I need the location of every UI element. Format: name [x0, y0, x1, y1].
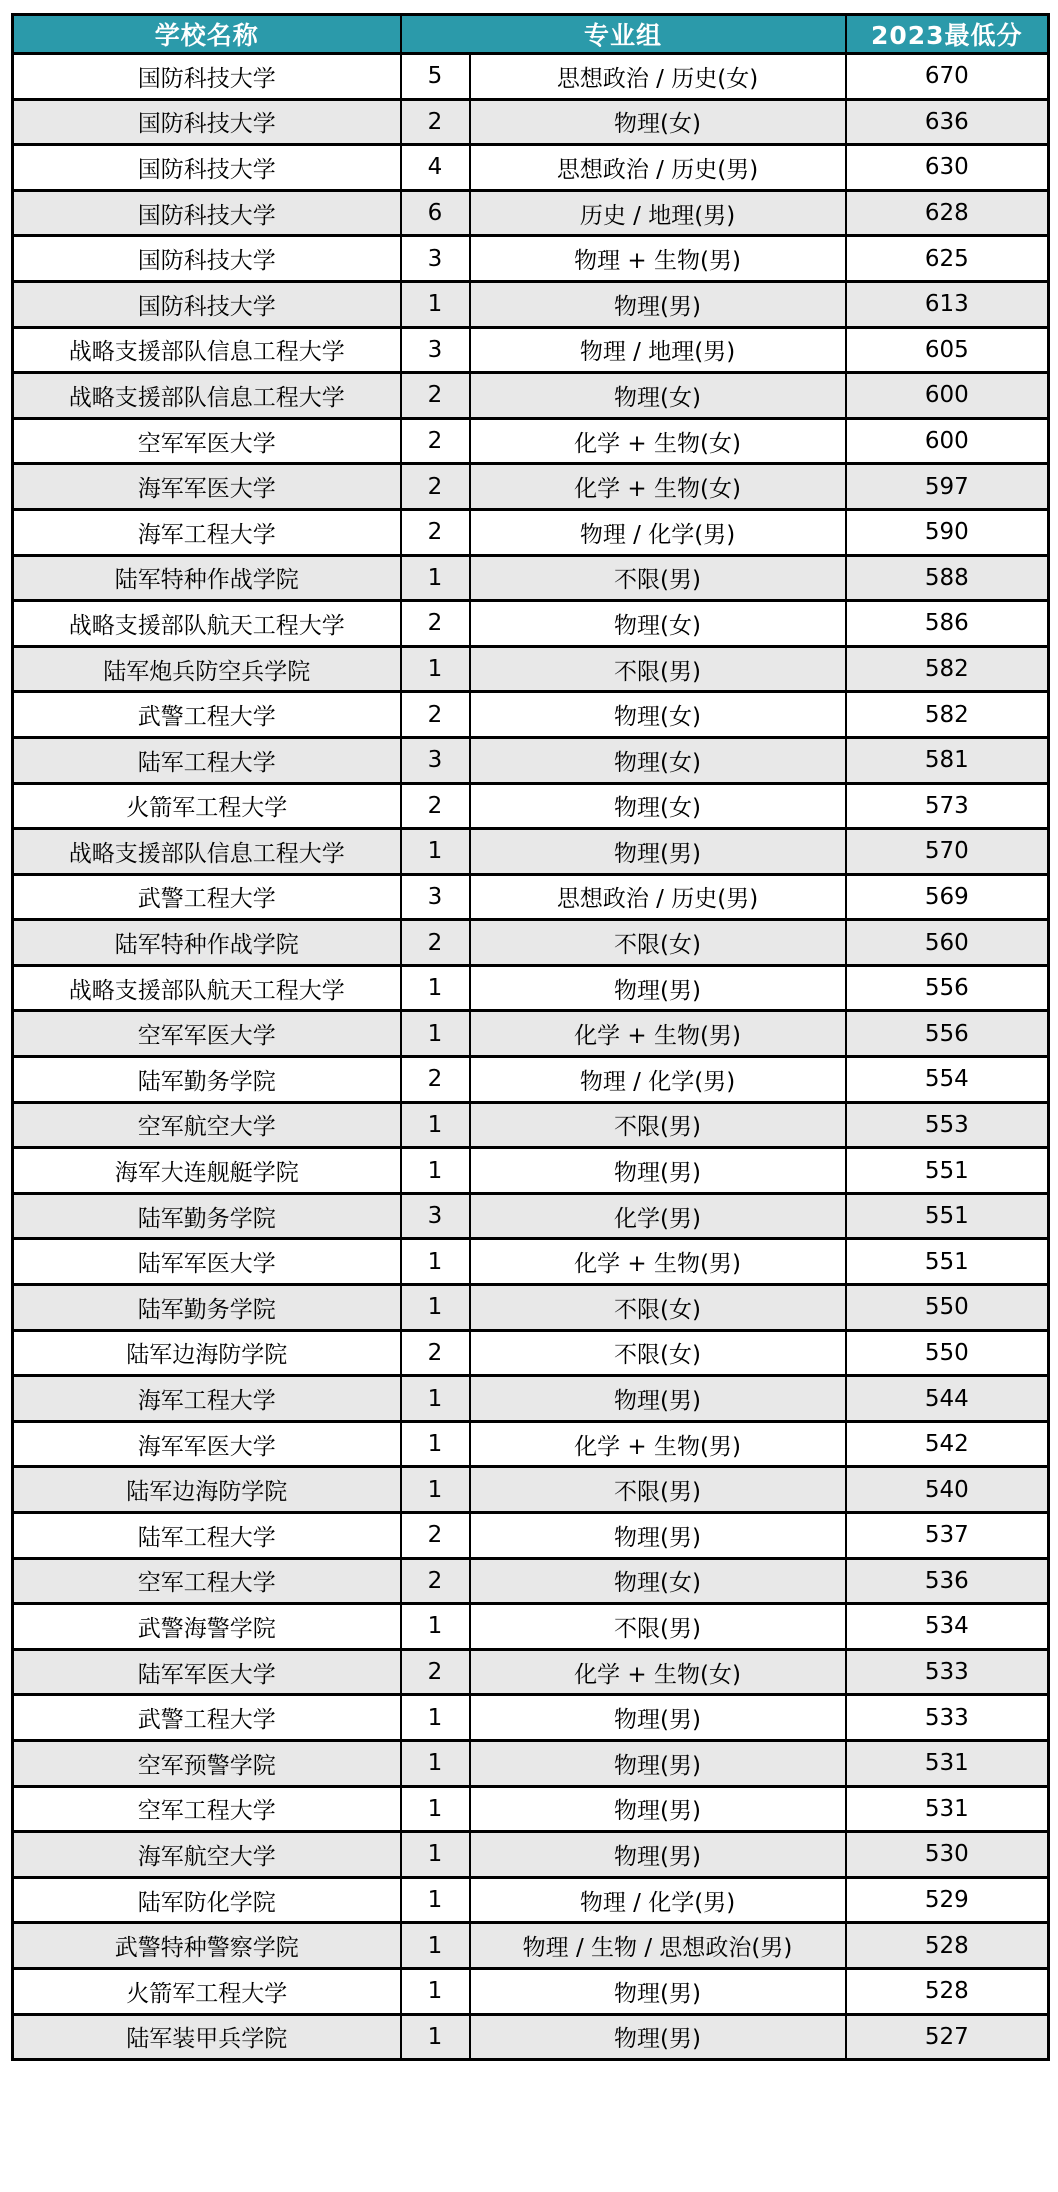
min-score-cell: 551: [846, 1193, 1049, 1239]
group-number-cell: 5: [401, 54, 470, 100]
subject-requirement-cell: 物理(男): [470, 1376, 846, 1422]
min-score-cell: 636: [846, 99, 1049, 145]
school-name-cell: 战略支援部队信息工程大学: [13, 829, 401, 875]
group-number-cell: 2: [401, 692, 470, 738]
school-name-cell: 陆军勤务学院: [13, 1193, 401, 1239]
table-row: [13, 829, 1049, 875]
table-row: [13, 920, 1049, 966]
table-row: [13, 1330, 1049, 1376]
min-score-cell: 600: [846, 373, 1049, 419]
school-name-cell: 火箭军工程大学: [13, 1968, 401, 2014]
table-row: [13, 1376, 1049, 1422]
subject-requirement-cell: 物理(女): [470, 99, 846, 145]
table-row: [13, 54, 1049, 100]
table-row: [13, 190, 1049, 236]
min-score-cell: 582: [846, 692, 1049, 738]
school-name-cell: 空军工程大学: [13, 1786, 401, 1832]
table-row: [13, 1923, 1049, 1969]
subject-requirement-cell: 不限(男): [470, 1102, 846, 1148]
min-score-cell: 570: [846, 829, 1049, 875]
table-row: [13, 418, 1049, 464]
min-score-cell: 540: [846, 1467, 1049, 1513]
min-score-cell: 630: [846, 145, 1049, 191]
school-name-cell: 海军军医大学: [13, 1421, 401, 1467]
table-header: [13, 15, 1049, 54]
group-number-cell: 1: [401, 1786, 470, 1832]
school-name-cell: 海军工程大学: [13, 509, 401, 555]
group-number-cell: 1: [401, 1148, 470, 1194]
min-score-cell: 605: [846, 327, 1049, 373]
school-name-cell: 国防科技大学: [13, 54, 401, 100]
group-number-cell: 4: [401, 145, 470, 191]
group-number-cell: 2: [401, 1558, 470, 1604]
school-name-cell: 陆军勤务学院: [13, 1057, 401, 1103]
min-score-cell: 556: [846, 965, 1049, 1011]
table-row: [13, 1558, 1049, 1604]
min-score-cell: 670: [846, 54, 1049, 100]
group-number-cell: 1: [401, 1421, 470, 1467]
min-score-cell: 613: [846, 281, 1049, 327]
min-score-cell: 588: [846, 555, 1049, 601]
subject-requirement-cell: 物理(女): [470, 373, 846, 419]
school-name-cell: 战略支援部队信息工程大学: [13, 327, 401, 373]
school-name-cell: 陆军边海防学院: [13, 1330, 401, 1376]
subject-requirement-cell: 物理(男): [470, 1786, 846, 1832]
group-number-cell: 1: [401, 1467, 470, 1513]
group-number-cell: 1: [401, 1832, 470, 1878]
subject-requirement-cell: 物理(女): [470, 783, 846, 829]
subject-requirement-cell: 物理(男): [470, 1740, 846, 1786]
table-row: [13, 1467, 1049, 1513]
group-number-cell: 1: [401, 1740, 470, 1786]
subject-requirement-cell: 物理(男): [470, 281, 846, 327]
min-score-cell: 550: [846, 1330, 1049, 1376]
subject-requirement-cell: 化学 + 生物(男): [470, 1421, 846, 1467]
min-score-cell: 581: [846, 737, 1049, 783]
subject-requirement-cell: 物理 / 生物 / 思想政治(男): [470, 1923, 846, 1969]
table-row: [13, 327, 1049, 373]
min-score-cell: 625: [846, 236, 1049, 282]
school-name-cell: 武警工程大学: [13, 692, 401, 738]
subject-requirement-cell: 不限(女): [470, 1285, 846, 1331]
school-name-cell: 空军航空大学: [13, 1102, 401, 1148]
min-score-cell: 536: [846, 1558, 1049, 1604]
subject-requirement-cell: 不限(男): [470, 1604, 846, 1650]
school-name-cell: 战略支援部队航天工程大学: [13, 601, 401, 647]
subject-requirement-cell: 物理(男): [470, 1832, 846, 1878]
subject-requirement-cell: 不限(女): [470, 1330, 846, 1376]
school-name-cell: 国防科技大学: [13, 281, 401, 327]
table-row: [13, 145, 1049, 191]
subject-requirement-cell: 化学 + 生物(男): [470, 1011, 846, 1057]
subject-requirement-cell: 历史 / 地理(男): [470, 190, 846, 236]
school-name-cell: 国防科技大学: [13, 190, 401, 236]
group-number-cell: 2: [401, 99, 470, 145]
school-name-cell: 陆军特种作战学院: [13, 555, 401, 601]
group-number-cell: 1: [401, 2014, 470, 2060]
table-row: [13, 1285, 1049, 1331]
school-name-cell: 陆军特种作战学院: [13, 920, 401, 966]
table-row: [13, 601, 1049, 647]
min-score-cell: 533: [846, 1649, 1049, 1695]
school-name-cell: 陆军工程大学: [13, 1513, 401, 1559]
school-name-cell: 海军军医大学: [13, 464, 401, 510]
min-score-cell: 553: [846, 1102, 1049, 1148]
min-score-cell: 573: [846, 783, 1049, 829]
min-score-cell: 560: [846, 920, 1049, 966]
table-row: [13, 646, 1049, 692]
table-row: [13, 1740, 1049, 1786]
table-row: [13, 1786, 1049, 1832]
subject-requirement-cell: 物理(女): [470, 737, 846, 783]
table-row: [13, 1695, 1049, 1741]
group-number-cell: 2: [401, 1513, 470, 1559]
min-score-cell: 586: [846, 601, 1049, 647]
table-row: [13, 99, 1049, 145]
subject-requirement-cell: 物理(男): [470, 829, 846, 875]
subject-requirement-cell: 物理(男): [470, 1695, 846, 1741]
admission-score-table: [11, 13, 1050, 2061]
min-score-cell: 534: [846, 1604, 1049, 1650]
group-number-cell: 1: [401, 965, 470, 1011]
table-body: [13, 54, 1049, 2060]
min-score-cell: 527: [846, 2014, 1049, 2060]
table-row: [13, 281, 1049, 327]
subject-requirement-cell: 物理(男): [470, 1968, 846, 2014]
group-number-cell: 1: [401, 1877, 470, 1923]
group-number-cell: 2: [401, 1649, 470, 1695]
school-name-cell: 陆军勤务学院: [13, 1285, 401, 1331]
subject-requirement-cell: 物理 / 化学(男): [470, 1057, 846, 1103]
min-score-cell: 590: [846, 509, 1049, 555]
table-row: [13, 509, 1049, 555]
header-row: [13, 15, 1049, 54]
table-row: [13, 1649, 1049, 1695]
school-name-cell: 空军军医大学: [13, 418, 401, 464]
school-name-cell: 陆军军医大学: [13, 1239, 401, 1285]
table-row: [13, 737, 1049, 783]
min-score-cell: 528: [846, 1923, 1049, 1969]
table-row: [13, 1239, 1049, 1285]
subject-requirement-cell: 不限(男): [470, 555, 846, 601]
table-row: [13, 2014, 1049, 2060]
school-name-cell: 战略支援部队航天工程大学: [13, 965, 401, 1011]
min-score-cell: 531: [846, 1786, 1049, 1832]
subject-requirement-cell: 不限(男): [470, 1467, 846, 1513]
table-row: [13, 1513, 1049, 1559]
subject-requirement-cell: 物理(女): [470, 1558, 846, 1604]
school-name-cell: 空军工程大学: [13, 1558, 401, 1604]
group-number-cell: 2: [401, 1330, 470, 1376]
group-number-cell: 2: [401, 509, 470, 555]
school-name-cell: 陆军装甲兵学院: [13, 2014, 401, 2060]
min-score-cell: 530: [846, 1832, 1049, 1878]
subject-requirement-cell: 化学 + 生物(女): [470, 418, 846, 464]
group-number-cell: 1: [401, 1923, 470, 1969]
subject-requirement-cell: 物理 / 化学(男): [470, 1877, 846, 1923]
subject-requirement-cell: 物理 / 地理(男): [470, 327, 846, 373]
min-score-cell: 569: [846, 874, 1049, 920]
group-number-cell: 2: [401, 920, 470, 966]
table-row: [13, 1011, 1049, 1057]
table-row: [13, 464, 1049, 510]
table-row: [13, 1148, 1049, 1194]
group-number-cell: 1: [401, 1968, 470, 2014]
table-row: [13, 1604, 1049, 1650]
group-number-cell: 3: [401, 874, 470, 920]
subject-requirement-cell: 不限(女): [470, 920, 846, 966]
school-name-cell: 陆军防化学院: [13, 1877, 401, 1923]
school-name-cell: 空军军医大学: [13, 1011, 401, 1057]
table-row: [13, 555, 1049, 601]
subject-requirement-cell: 思想政治 / 历史(女): [470, 54, 846, 100]
subject-requirement-cell: 物理(男): [470, 2014, 846, 2060]
subject-requirement-cell: 思想政治 / 历史(男): [470, 874, 846, 920]
table-row: [13, 1832, 1049, 1878]
school-name-cell: 国防科技大学: [13, 99, 401, 145]
min-score-cell: 582: [846, 646, 1049, 692]
subject-requirement-cell: 物理(男): [470, 1513, 846, 1559]
subject-requirement-cell: 物理(男): [470, 965, 846, 1011]
group-number-cell: 3: [401, 327, 470, 373]
group-number-cell: 1: [401, 281, 470, 327]
subject-requirement-cell: 物理(女): [470, 692, 846, 738]
group-number-cell: 1: [401, 1285, 470, 1331]
group-number-cell: 1: [401, 1011, 470, 1057]
school-name-cell: 国防科技大学: [13, 145, 401, 191]
group-number-cell: 3: [401, 737, 470, 783]
subject-requirement-cell: 物理(男): [470, 1148, 846, 1194]
subject-requirement-cell: 不限(男): [470, 646, 846, 692]
group-number-cell: 2: [401, 464, 470, 510]
min-score-cell: 600: [846, 418, 1049, 464]
min-score-cell: 628: [846, 190, 1049, 236]
school-name-cell: 战略支援部队信息工程大学: [13, 373, 401, 419]
header-major-group: 专业组: [401, 15, 846, 54]
group-number-cell: 1: [401, 829, 470, 875]
table-row: [13, 1193, 1049, 1239]
min-score-cell: 533: [846, 1695, 1049, 1741]
table-row: [13, 1057, 1049, 1103]
min-score-cell: 528: [846, 1968, 1049, 2014]
school-name-cell: 空军预警学院: [13, 1740, 401, 1786]
group-number-cell: 1: [401, 1604, 470, 1650]
min-score-cell: 531: [846, 1740, 1049, 1786]
school-name-cell: 陆军军医大学: [13, 1649, 401, 1695]
subject-requirement-cell: 思想政治 / 历史(男): [470, 145, 846, 191]
school-name-cell: 武警海警学院: [13, 1604, 401, 1650]
subject-requirement-cell: 化学 + 生物(女): [470, 1649, 846, 1695]
subject-requirement-cell: 物理 + 生物(男): [470, 236, 846, 282]
table-row: [13, 1102, 1049, 1148]
group-number-cell: 3: [401, 236, 470, 282]
school-name-cell: 陆军工程大学: [13, 737, 401, 783]
subject-requirement-cell: 化学 + 生物(男): [470, 1239, 846, 1285]
table-row: [13, 236, 1049, 282]
min-score-cell: 554: [846, 1057, 1049, 1103]
group-number-cell: 1: [401, 1376, 470, 1422]
group-number-cell: 2: [401, 418, 470, 464]
school-name-cell: 武警工程大学: [13, 874, 401, 920]
group-number-cell: 2: [401, 373, 470, 419]
table-row: [13, 692, 1049, 738]
subject-requirement-cell: 化学 + 生物(女): [470, 464, 846, 510]
school-name-cell: 海军大连舰艇学院: [13, 1148, 401, 1194]
header-school-name: 学校名称: [13, 15, 401, 54]
min-score-cell: 542: [846, 1421, 1049, 1467]
min-score-cell: 544: [846, 1376, 1049, 1422]
table-row: [13, 1968, 1049, 2014]
school-name-cell: 陆军边海防学院: [13, 1467, 401, 1513]
table-row: [13, 1421, 1049, 1467]
header-2023-min-score: 2023最低分: [846, 15, 1049, 54]
group-number-cell: 6: [401, 190, 470, 236]
group-number-cell: 2: [401, 1057, 470, 1103]
table-row: [13, 1877, 1049, 1923]
school-name-cell: 陆军炮兵防空兵学院: [13, 646, 401, 692]
group-number-cell: 2: [401, 601, 470, 647]
min-score-cell: 556: [846, 1011, 1049, 1057]
group-number-cell: 1: [401, 646, 470, 692]
school-name-cell: 武警工程大学: [13, 1695, 401, 1741]
subject-requirement-cell: 物理(女): [470, 601, 846, 647]
school-name-cell: 海军工程大学: [13, 1376, 401, 1422]
group-number-cell: 3: [401, 1193, 470, 1239]
subject-requirement-cell: 物理 / 化学(男): [470, 509, 846, 555]
min-score-cell: 551: [846, 1239, 1049, 1285]
group-number-cell: 1: [401, 1239, 470, 1285]
group-number-cell: 1: [401, 555, 470, 601]
table-row: [13, 874, 1049, 920]
group-number-cell: 1: [401, 1102, 470, 1148]
school-name-cell: 武警特种警察学院: [13, 1923, 401, 1969]
min-score-cell: 529: [846, 1877, 1049, 1923]
min-score-cell: 550: [846, 1285, 1049, 1331]
group-number-cell: 1: [401, 1695, 470, 1741]
table-row: [13, 373, 1049, 419]
school-name-cell: 火箭军工程大学: [13, 783, 401, 829]
school-name-cell: 国防科技大学: [13, 236, 401, 282]
min-score-cell: 597: [846, 464, 1049, 510]
school-name-cell: 海军航空大学: [13, 1832, 401, 1878]
subject-requirement-cell: 化学(男): [470, 1193, 846, 1239]
table-row: [13, 783, 1049, 829]
min-score-cell: 551: [846, 1148, 1049, 1194]
min-score-cell: 537: [846, 1513, 1049, 1559]
group-number-cell: 2: [401, 783, 470, 829]
table-row: [13, 965, 1049, 1011]
